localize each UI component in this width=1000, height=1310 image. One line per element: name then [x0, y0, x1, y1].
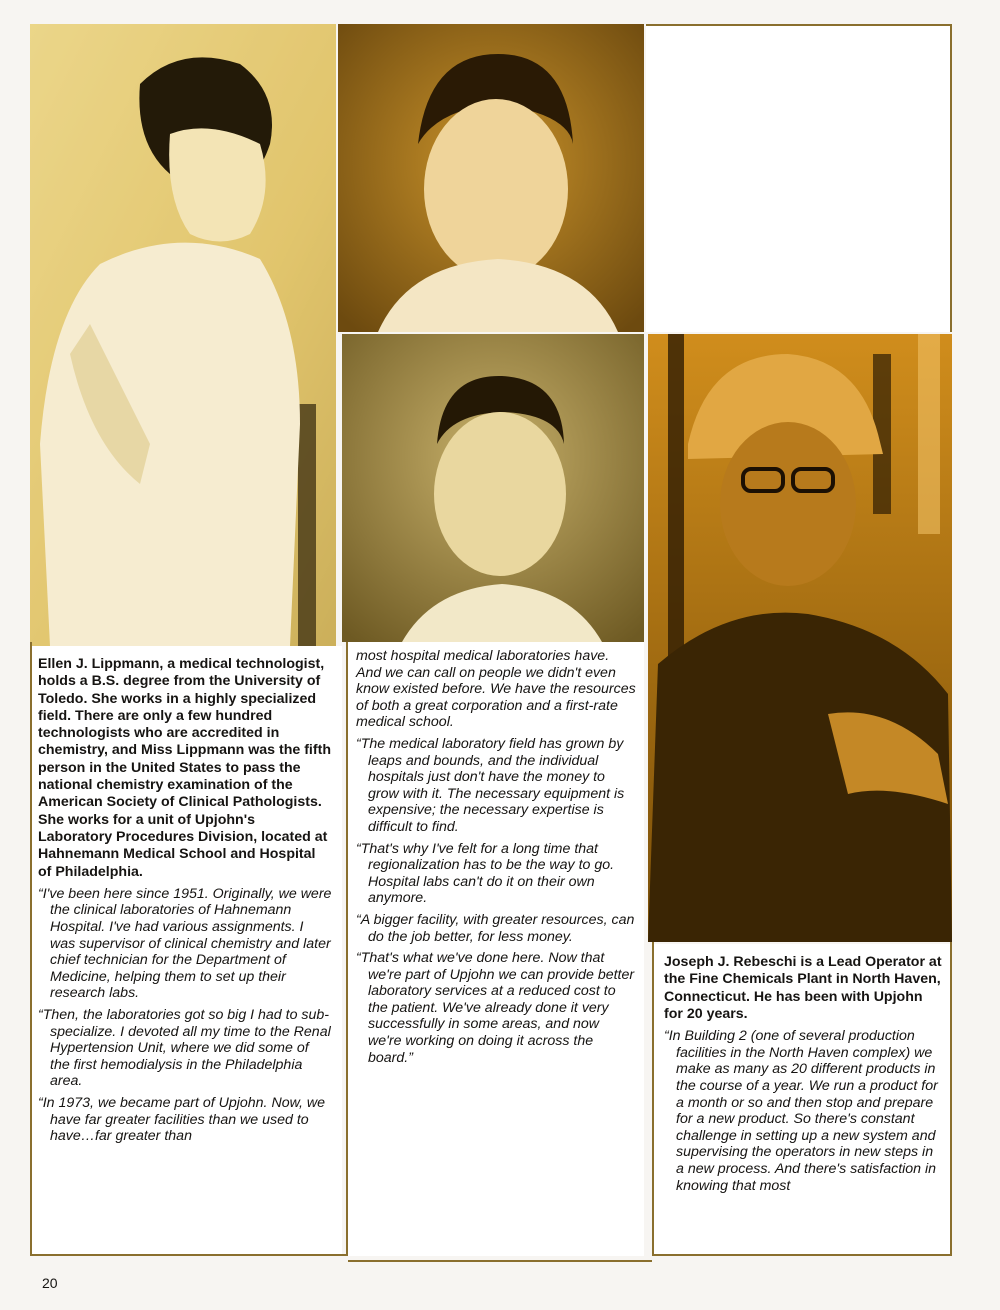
quote-paragraph: “In Building 2 (one of several production facilities in the North Haven complex) we make as many as 20 different products in the course of a year. We run a product for a month or so and then stop and prepare for a new product. So there's constant challenge in setting up a new system and supervising the operators in new steps in a new process. And there's satisfaction in knowing that most — [664, 1028, 938, 1194]
quote-paragraph: most hospital medical laboratories have. And we can call on people we didn't even know existed before. We have the resources of both a great corporation and a first-rate medical school. — [356, 648, 636, 731]
photo-portrait-icon — [342, 334, 644, 642]
text-column-lippmann-continued — [348, 642, 644, 1256]
photo-lippmann-seated — [30, 24, 336, 646]
rebeschi-bio: Joseph J. Rebeschi is a Lead Operator at the Fine Chemicals Plant in North Haven, Connecticut. He has been with Upjohn for 20 years. — [664, 954, 942, 1022]
lippmann-bio: Ellen J. Lippmann, a medical technologist, holds a B.S. degree from the University of Toledo. She works in a highly specialized field. There are only a few hundred technologists who are accredited in chemistry, and Miss Lippmann was the fifth person in the United States to pass the national chemistry examination of the American Society of Clinical Pathologists. She works for a unit of Upjohn's Laboratory Procedures Division, located at Hahnemann Medical School and Hospital of Philadelphia. — [38, 656, 331, 880]
quote-paragraph: “A bigger facility, with greater resources, can do the job better, for less money. — [356, 911, 635, 945]
blank-panel-rule — [950, 24, 952, 332]
quote-paragraph: “The medical laboratory field has grown by leaps and bounds, and the individual hospitals just don't have the money to grow with it. The necessary equipment is expensive; the necessary expertise is difficult to find. — [356, 735, 625, 835]
column-rule — [30, 642, 32, 1256]
page-frame — [30, 24, 952, 1256]
photo-lippmann-portrait — [342, 334, 644, 642]
text-column-rebeschi — [654, 944, 952, 1256]
blank-panel — [646, 24, 952, 332]
column-rule — [950, 942, 952, 1256]
bottom-rule — [348, 1260, 652, 1262]
bottom-rule — [30, 1254, 348, 1256]
photo-portrait-closeup-icon — [338, 24, 644, 332]
photo-lippmann-closeup — [338, 24, 644, 332]
page-number: 20 — [42, 1275, 58, 1291]
bottom-rule — [652, 1254, 952, 1256]
quote-paragraph: “Then, the laboratories got so big I had to sub-specialize. I devoted all my time to the Renal Hypertension Unit, where we did some of the first hemodialysis in the Philadelphia area. — [38, 1007, 331, 1090]
column-rule — [652, 942, 654, 1256]
photo-portrait-seated-icon — [30, 24, 336, 646]
quote-paragraph: “That's what we've done here. Now that we're part of Upjohn we can provide better laboratory services at a reduced cost to the patient. We've already done it very successfully in some areas, and now we're working on doing it across the board.” — [356, 950, 635, 1066]
quote-paragraph: “That's why I've felt for a long time that regionalization has to be the way to go. Hospital labs can't do it on their own anymore. — [356, 840, 615, 907]
text-column-lippmann-start — [30, 646, 342, 1256]
quote-paragraph: “In 1973, we became part of Upjohn. Now, we have far greater facilities than we used to have…far greater than — [38, 1094, 326, 1145]
column-rule — [346, 642, 348, 1256]
quote-paragraph: “I've been here since 1951. Originally, we were the clinical laboratories of Hahnemann Hospital. I've had various assignments. I was supervisor of clinical chemistry and later chief technician for the Department of Medicine, helping them to set up their research labs. — [38, 885, 332, 1002]
photo-rebeschi — [648, 334, 952, 942]
photo-worker-icon — [648, 334, 952, 942]
blank-panel-rule — [646, 24, 952, 26]
